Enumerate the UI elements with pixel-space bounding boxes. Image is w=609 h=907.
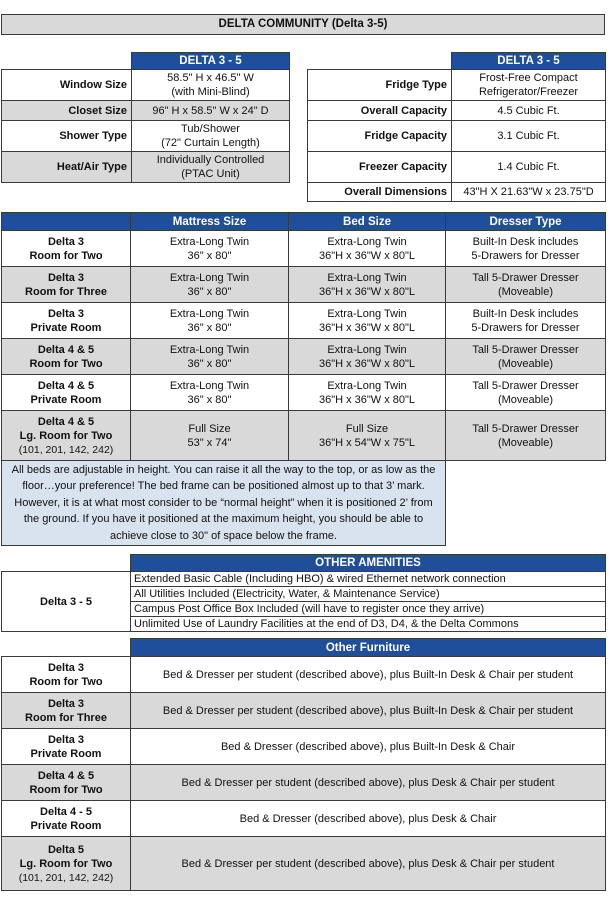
furniture-desc: Bed & Dresser (described above), plus Desk & Chair (131, 801, 606, 837)
room-type-cell: Delta 4 & 5 Lg. Room for Two (101, 201, 142, 242) (2, 411, 131, 461)
bed-cell: Full Size 36"H x 54"W x 75"L (289, 411, 446, 461)
dresser-cell: Tall 5-Drawer Dresser (Moveable) (446, 411, 606, 461)
beds-header-bed: Bed Size (289, 213, 446, 231)
table-row (2, 411, 606, 461)
spec-value: Individually Controlled (PTAC Unit) (132, 152, 290, 183)
table-row (2, 693, 606, 729)
fridge-specs-table (307, 52, 606, 202)
mattress-cell: Extra-Long Twin 36" x 80" (131, 231, 289, 267)
room-type-cell: Delta 4 & 5 Private Room (2, 375, 131, 411)
fridge-label: Overall Dimensions (308, 183, 452, 202)
amenities-table (1, 554, 606, 632)
bed-cell: Extra-Long Twin 36"H x 36"W x 80"L (289, 339, 446, 375)
room-type-cell: Delta 3 Private Room (2, 729, 131, 765)
fridge-value: 43"H X 21.63"W x 23.75"D (452, 183, 606, 202)
bed-cell: Extra-Long Twin 36"H x 36"W x 80"L (289, 231, 446, 267)
dresser-cell: Built-In Desk includes 5-Drawers for Dresser (446, 231, 606, 267)
room-type-cell: Delta 4 & 5 Room for Two (2, 765, 131, 801)
fridge-label: Fridge Capacity (308, 121, 452, 152)
mattress-cell: Full Size 53" x 74" (131, 411, 289, 461)
amenity-item: Campus Post Office Box Included (will have to register once they arrive) (131, 602, 606, 617)
furniture-desc: Bed & Dresser (described above), plus Built-In Desk & Chair (131, 729, 606, 765)
fridge-label: Fridge Type (308, 70, 452, 101)
beds-table (1, 212, 606, 546)
table-row (2, 765, 606, 801)
fridge-value: 1.4 Cubic Ft. (452, 152, 606, 183)
furniture-desc: Bed & Dresser per student (described above), plus Built-In Desk & Chair per student (131, 693, 606, 729)
spec-label: Shower Type (2, 121, 132, 152)
mattress-cell: Extra-Long Twin 36" x 80" (131, 339, 289, 375)
fridge-value: 4.5 Cubic Ft. (452, 101, 606, 121)
room-type-cell: Delta 4 & 5 Room for Two (2, 339, 131, 375)
room-type-cell: Delta 3 Room for Three (2, 267, 131, 303)
table-row (2, 339, 606, 375)
dresser-cell: Tall 5-Drawer Dresser (Moveable) (446, 339, 606, 375)
fridge-label: Freezer Capacity (308, 152, 452, 183)
spec-value: Tub/Shower (72" Curtain Length) (132, 121, 290, 152)
page-title: DELTA COMMUNITY (Delta 3-5) (1, 14, 605, 35)
room-type-cell: Delta 5 Lg. Room for Two (101, 201, 142, 242) (2, 837, 131, 891)
table-row (2, 267, 606, 303)
table-row (2, 837, 606, 891)
room-type-cell: Delta 3 Room for Two (2, 657, 131, 693)
spec-label: Window Size (2, 70, 132, 101)
room-specs-table (1, 52, 290, 183)
room-specs-header: DELTA 3 - 5 (132, 53, 290, 70)
table-row (2, 657, 606, 693)
beds-header-dresser: Dresser Type (446, 213, 606, 231)
table-row (2, 801, 606, 837)
table-row (2, 729, 606, 765)
table-row (2, 231, 606, 267)
dresser-cell: Tall 5-Drawer Dresser (Moveable) (446, 375, 606, 411)
furniture-desc: Bed & Dresser per student (described above), plus Desk & Chair per student (131, 765, 606, 801)
beds-header-mattress: Mattress Size (131, 213, 289, 231)
amenities-label: Delta 3 - 5 (2, 572, 131, 632)
furniture-desc: Bed & Dresser per student (described above), plus Built-In Desk & Chair per student (131, 657, 606, 693)
mattress-cell: Extra-Long Twin 36" x 80" (131, 303, 289, 339)
table-row (2, 375, 606, 411)
fridge-label: Overall Capacity (308, 101, 452, 121)
amenities-header: OTHER AMENITIES (131, 555, 606, 572)
spec-value: 58.5" H x 46.5" W (with Mini-Blind) (132, 70, 290, 101)
room-type-cell: Delta 3 Room for Two (2, 231, 131, 267)
fridge-value: 3.1 Cubic Ft. (452, 121, 606, 152)
amenity-item: All Utilities Included (Electricity, Water, & Maintenance Service) (131, 587, 606, 602)
bed-cell: Extra-Long Twin 36"H x 36"W x 80"L (289, 375, 446, 411)
bed-height-note: All beds are adjustable in height. You can raise it all the way to the top, or as low as the floor…your preference! The bed frame can be positioned almost up to that 3’ mark. However, it is at what most consider to be “normal height” when it is positioned 2’ from the ground. If you have it positioned at the maximum height, you should be able to achieve close to 30" of space below the frame. (2, 461, 446, 546)
bed-cell: Extra-Long Twin 36"H x 36"W x 80"L (289, 303, 446, 339)
spec-value: 96" H x 58.5" W x 24" D (132, 101, 290, 121)
amenity-item: Unlimited Use of Laundry Facilities at the end of D3, D4, & the Delta Commons (131, 617, 606, 632)
fridge-specs-header: DELTA 3 - 5 (452, 53, 606, 70)
room-type-cell: Delta 3 Room for Three (2, 693, 131, 729)
beds-header-blank (2, 213, 131, 231)
room-type-cell: Delta 4 - 5 Private Room (2, 801, 131, 837)
furniture-desc: Bed & Dresser per student (described above), plus Desk & Chair per student (131, 837, 606, 891)
furniture-table (1, 638, 606, 891)
amenity-item: Extended Basic Cable (Including HBO) & wired Ethernet network connection (131, 572, 606, 587)
table-row (2, 303, 606, 339)
room-type-cell: Delta 3 Private Room (2, 303, 131, 339)
mattress-cell: Extra-Long Twin 36" x 80" (131, 375, 289, 411)
mattress-cell: Extra-Long Twin 36" x 80" (131, 267, 289, 303)
fridge-value: Frost-Free Compact Refrigerator/Freezer (452, 70, 606, 101)
dresser-cell: Tall 5-Drawer Dresser (Moveable) (446, 267, 606, 303)
bed-cell: Extra-Long Twin 36"H x 36"W x 80"L (289, 267, 446, 303)
furniture-header: Other Furniture (131, 639, 606, 657)
spec-label: Heat/Air Type (2, 152, 132, 183)
dresser-cell: Built-In Desk includes 5-Drawers for Dresser (446, 303, 606, 339)
spec-label: Closet Size (2, 101, 132, 121)
